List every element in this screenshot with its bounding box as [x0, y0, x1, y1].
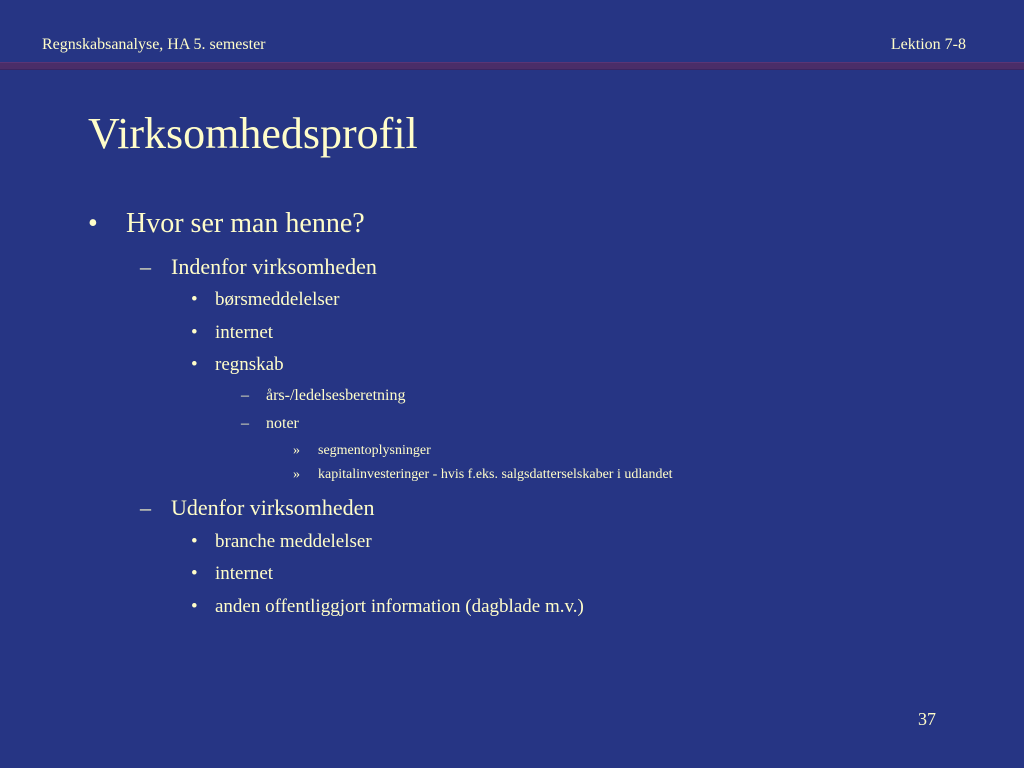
raquo-marker: » — [293, 443, 300, 458]
bullet-marker: • — [191, 322, 198, 343]
raquo-marker: » — [293, 467, 300, 482]
list-item: noter — [266, 415, 299, 432]
dash-marker: – — [241, 387, 249, 404]
list-item: internet — [215, 563, 274, 584]
bullet-marker: • — [191, 596, 198, 617]
bullet-marker: • — [191, 531, 198, 552]
header-divider — [0, 62, 1024, 70]
page-number: 37 — [918, 709, 936, 729]
bullet-marker: • — [191, 563, 198, 584]
dash-marker: – — [140, 254, 151, 279]
dash-marker: – — [140, 495, 151, 520]
slide-title: Virksomhedsprofil — [88, 109, 418, 158]
list-item: branche meddelelser — [215, 531, 372, 552]
list-item: segmentoplysninger — [318, 443, 431, 458]
course-title: Regnskabsanalyse, HA 5. semester — [42, 36, 266, 53]
list-item: internet — [215, 322, 274, 343]
bullet-marker: • — [191, 354, 198, 375]
bullet-marker: • — [191, 289, 198, 310]
list-item: regnskab — [215, 354, 284, 375]
list-item: kapitalinvesteringer - hvis f.eks. salgsdatterselskaber i udlandet — [318, 467, 673, 482]
outside-heading: Udenfor virksomheden — [171, 495, 375, 520]
bullet-marker: • — [88, 208, 98, 239]
dash-marker: – — [241, 415, 249, 432]
list-item: anden offentliggjort information (dagblade m.v.) — [215, 596, 584, 617]
inside-heading: Indenfor virksomheden — [171, 254, 377, 279]
list-item: års-/ledelsesberetning — [266, 387, 406, 404]
list-item: børsmeddelelser — [215, 289, 340, 310]
outline-question: Hvor ser man henne? — [126, 208, 365, 239]
lecture-label: Lektion 7-8 — [890, 36, 966, 53]
